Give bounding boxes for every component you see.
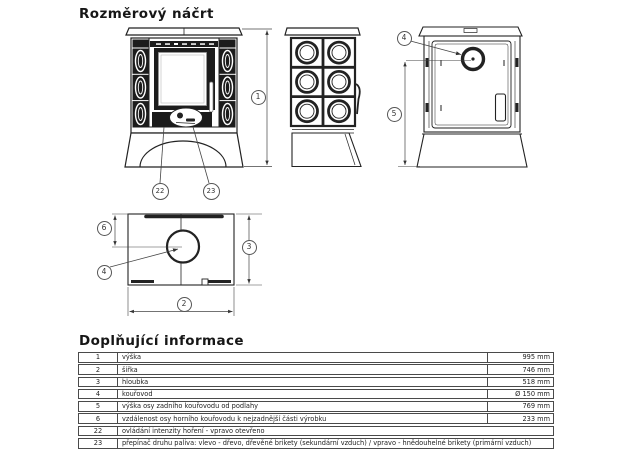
row-number: 2 (79, 365, 118, 374)
callout-flue-axis-height: 5 (387, 107, 402, 122)
row-number: 3 (79, 378, 118, 387)
row-value: Ø 150 mm (487, 390, 553, 399)
callout-flue-top: 4 (97, 265, 112, 280)
row-number: 22 (79, 427, 118, 436)
table-row (78, 389, 554, 400)
row-description: přepínač druhu paliva: vlevo - dřevo, dřevěné brikety (sekundární vzduch) / vpravo - hnědouhelné brikety (primární vzduch) (122, 439, 532, 448)
row-value: 518 mm (487, 378, 553, 387)
row-value: 995 mm (487, 353, 553, 362)
callout-dim-depth: 3 (242, 240, 257, 255)
row-description: kouřovod (122, 390, 153, 399)
section-title-additional-info: Doplňující informace (79, 333, 244, 349)
row-description: hloubka (122, 377, 149, 386)
callout-dim-height: 1 (251, 90, 266, 105)
row-number: 1 (79, 353, 118, 362)
row-number: 23 (79, 439, 118, 448)
callout-flue-axis-offset: 6 (97, 221, 112, 236)
base (417, 134, 527, 167)
row-description: výška (122, 353, 141, 362)
table-row (78, 352, 554, 363)
row-value: 233 mm (487, 414, 553, 423)
page-title: Rozměrový náčrt (79, 6, 214, 22)
row-number: 4 (79, 390, 118, 399)
callout-control-intensity: 22 (152, 183, 169, 200)
back-view (398, 27, 527, 167)
door-handle (210, 82, 214, 112)
row-description: výška osy zadního kouřovodu od podlahy (122, 402, 259, 411)
table-row (78, 426, 554, 437)
row-number: 5 (79, 402, 118, 411)
row-value: 746 mm (487, 365, 553, 374)
row-number: 6 (79, 414, 118, 423)
row-description: šířka (122, 365, 138, 374)
front-view (125, 28, 243, 183)
side-view (285, 28, 361, 167)
door-window (159, 53, 207, 106)
side-handle (356, 84, 360, 114)
table-row (78, 364, 554, 375)
row-value: 769 mm (487, 402, 553, 411)
table-row (78, 377, 554, 388)
table-row (78, 438, 554, 449)
callout-fuel-switch: 23 (203, 183, 220, 200)
flue-outlet-top (167, 231, 199, 263)
callout-dim-width: 2 (177, 297, 192, 312)
table-row (78, 413, 554, 424)
emblem (170, 108, 203, 127)
table-row (78, 401, 554, 412)
info-table (78, 352, 554, 450)
row-description: vzdálenost osy horního kouřovodu k nejzadnější části výrobku (122, 414, 327, 423)
callout-flue-back: 4 (397, 31, 412, 46)
row-description: ovládání intenzity hoření - vpravo otevřeno (122, 426, 265, 435)
